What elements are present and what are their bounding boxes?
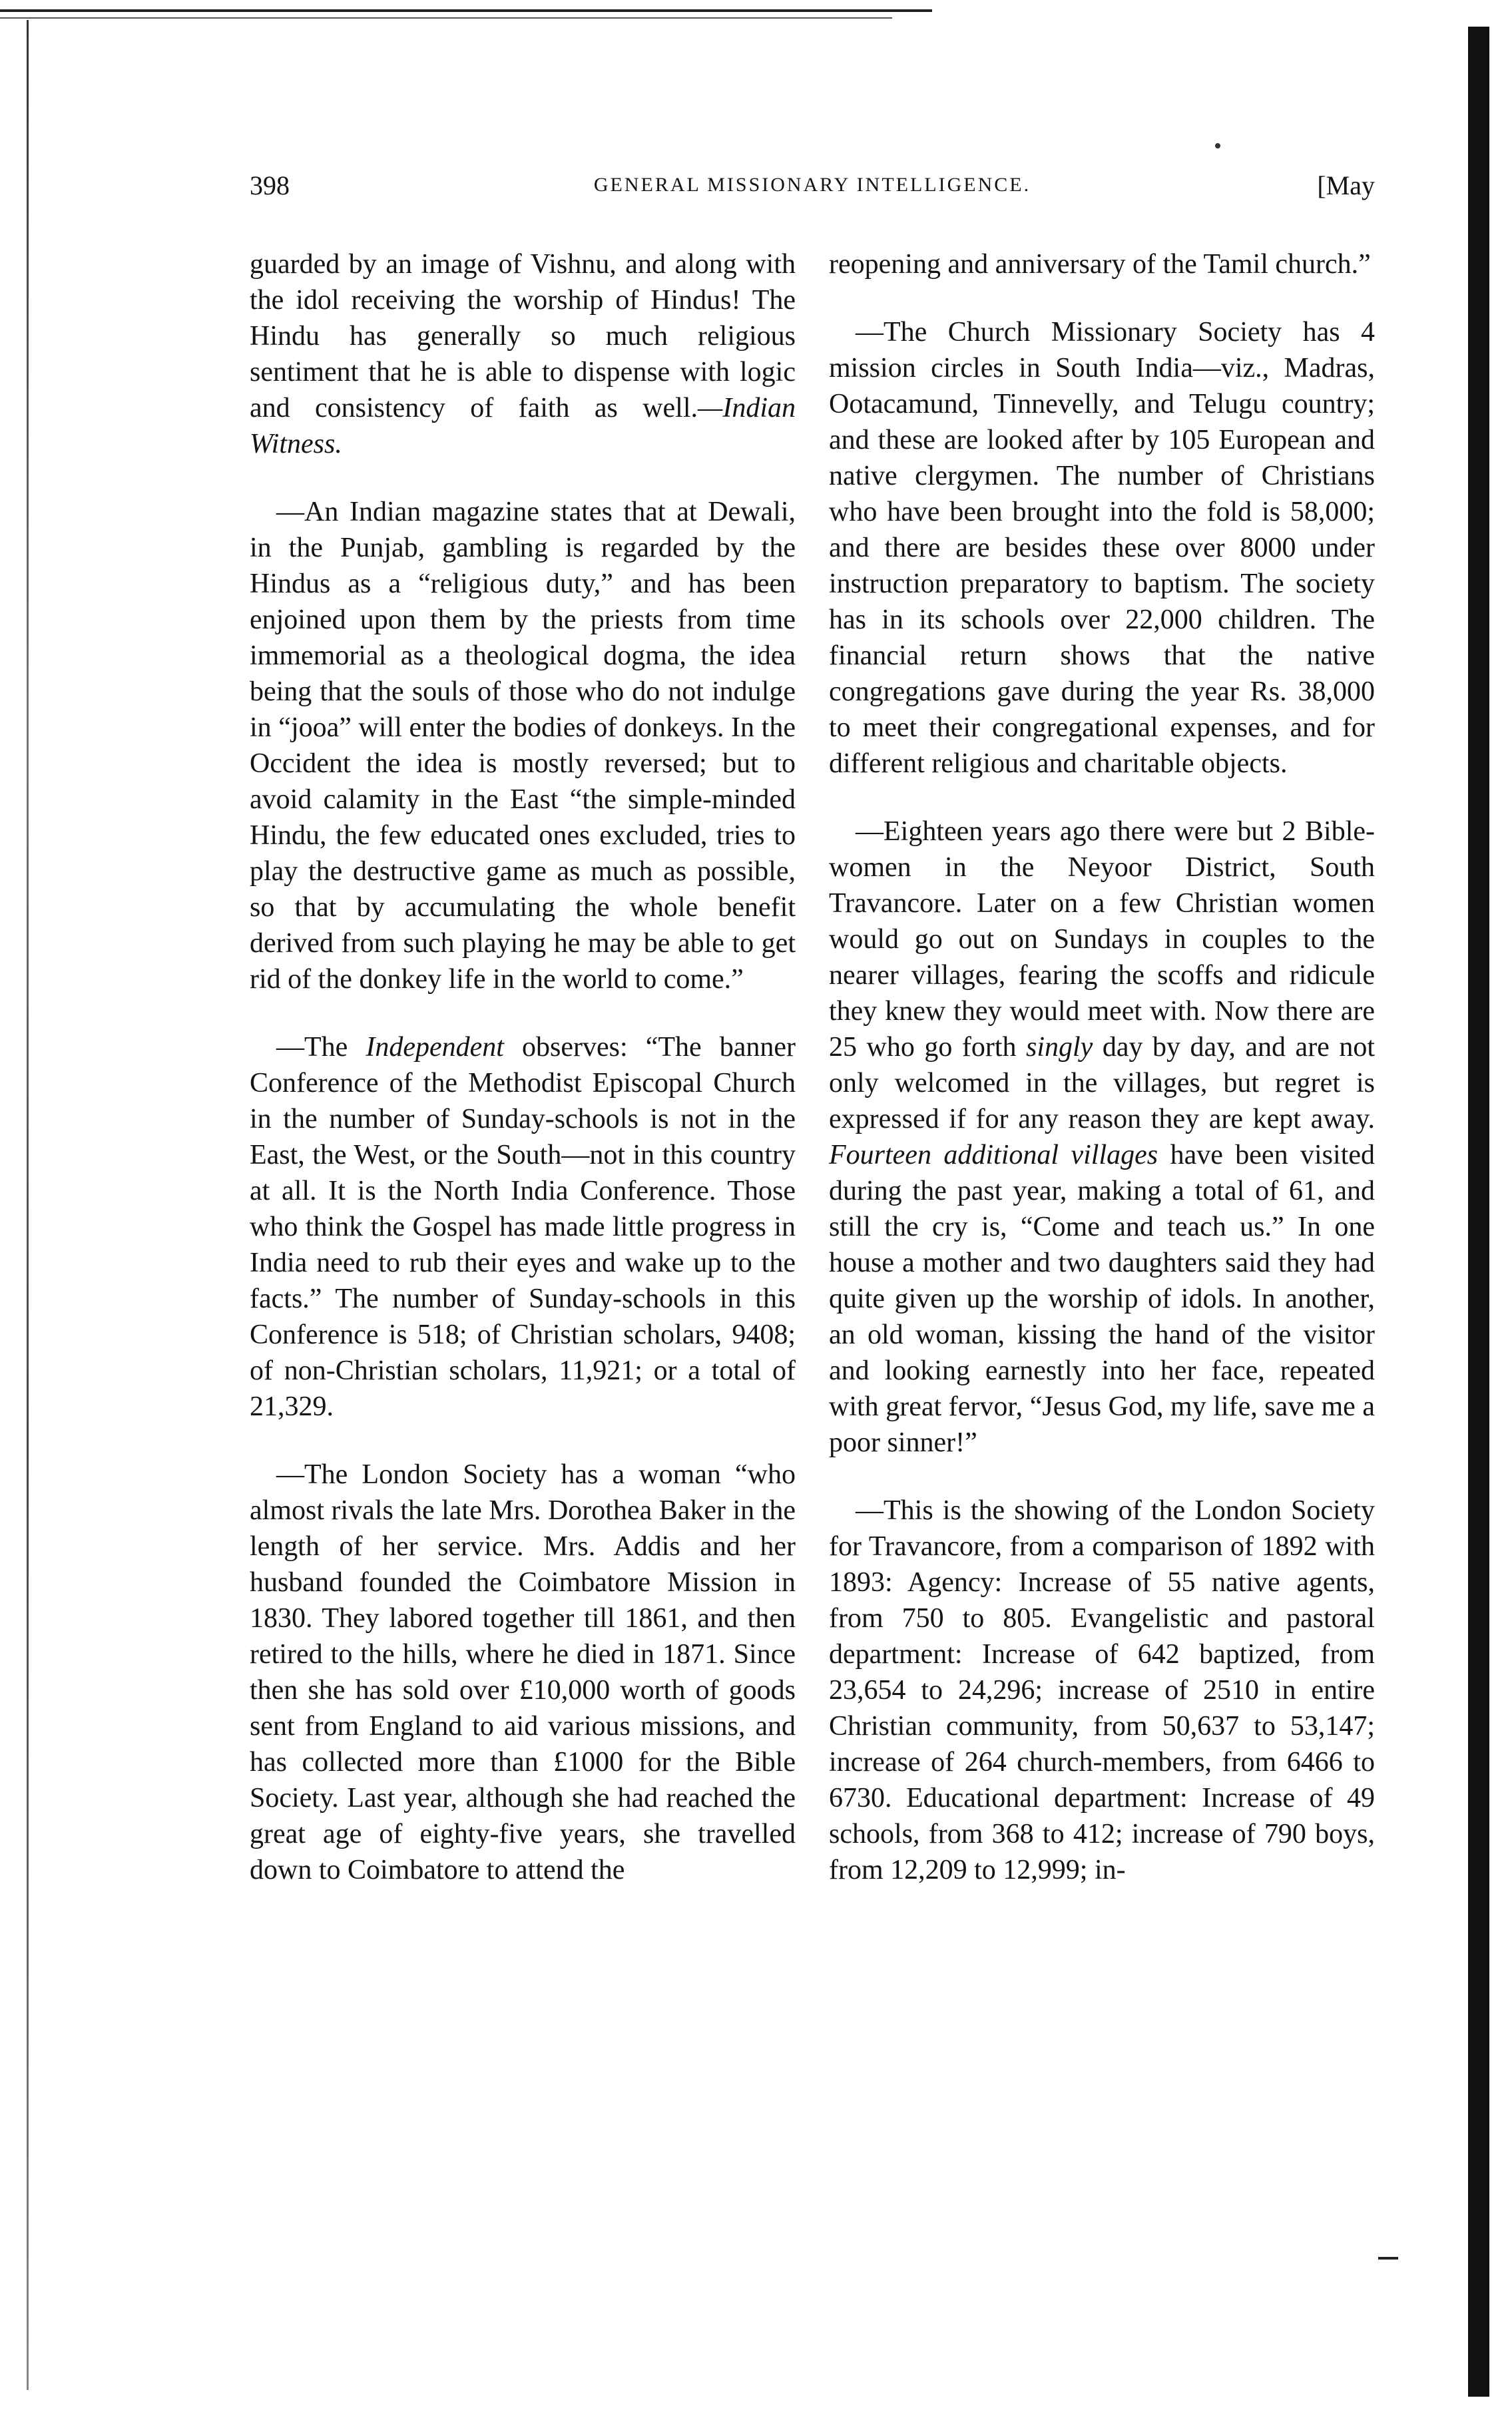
scan-border-left <box>27 20 29 2390</box>
scan-border-top <box>0 9 932 12</box>
source-citation: —Indian Witness. <box>250 393 796 459</box>
paragraph-text: day by day, and are not only welcomed in the villages, but regret is expressed if for any reason they are kept away. <box>829 1032 1375 1134</box>
paragraph-independent-sunday-schools <box>250 1029 796 1425</box>
issue-month: [May <box>1317 170 1375 200</box>
source-citation: Independent <box>366 1032 504 1063</box>
running-head <box>250 170 1375 210</box>
paragraph-tamil-church: reopening and anniversary of the Tamil church.” <box>829 249 1371 280</box>
scan-border-top-thin <box>0 17 892 19</box>
paragraph-travancore-statistics: —This is the showing of the London Society for Travancore, from a comparison of 1892 with 1893: Agency: Increase of 55 native agents, from 750 to 805. Evangelistic and pastoral department: Increase of 642 baptized, from 23,654 to 24,296; increase of 2510 in entire Christian community, from 50,637 to 53,147; increase of 264 church-members, from 6466 to 6730. Educational department: Increase of 49 schools, from 368 to 412; increase of 790 boys, from 12,209 to 12,999; in- <box>829 1495 1375 1885</box>
paragraph-london-society-mrs-addis: —The London Society has a woman “who almost rivals the late Mrs. Dorothea Baker in the length of her service. Mrs. Addis and her husband founded the Coimbatore Mission in 1830. They labored together till 1861, and then retired to the hills, where he died in 1871. Since then she has sold over £10,000 worth of goods sent from England to aid various missions, and has collected more than £1000 for the Bible Society. Last year, although she had reached the great age of eighty-five years, she travelled down to Coimbatore to attend the <box>250 1459 796 1885</box>
scan-speck <box>1215 143 1220 148</box>
paragraph-text: —The <box>276 1032 366 1063</box>
scan-border-right <box>1468 27 1489 2397</box>
scan-mark <box>1378 2257 1398 2260</box>
journal-title: GENERAL MISSIONARY INTELLIGENCE. <box>593 174 1031 196</box>
paragraph-text: observes: “The banner Conference of the Methodist Episcopal Church in the number of Sunday-schools is not in the East, the West, or the South—not in this country at all. It is the North India Conference. Those who think the Gospel has made little progress in India need to rub their eyes and wake up to the facts.” The number of Sunday-schools in this Conference is 518; of Christian scholars, 9408; of non-Christian scholars, 11,921; or a total of 21,329. <box>250 1032 796 1422</box>
paragraph-vishnu <box>250 246 796 462</box>
right-column <box>829 246 1375 1920</box>
paragraph-neyoor-bible-women <box>829 814 1375 1461</box>
left-column <box>250 246 796 1920</box>
paragraph-church-missionary-society: —The Church Missionary Society has 4 mission circles in South India—viz., Madras, Ootacamund, Tinnevelly, and Telugu country; and these are looked after by 105 European and native clergymen. The number of Christians who have been brought into the fold is 58,000; and there are besides these over 8000 under instruction preparatory to baptism. The society has in its schools over 22,000 children. The financial return shows that the native congregations gave during the year Rs. 38,000 to meet their congregational expenses, and for different religious and charitable objects. <box>829 317 1375 779</box>
paragraph-text: —Eighteen years ago there were but 2 Bible-women in the Neyoor District, South Travancore. Later on a few Christian women would go out on Sundays in couples to the nearer villages, fearing the scoffs and ridicule they knew they would meet with. Now there are 25 who go forth <box>829 816 1375 1063</box>
paragraph-text: have been visited during the past year, making a total of 61, and still the cry is, “Come and teach us.” In one house a mother and two daughters said they had quite given up the worship of idols. In another, an old woman, kissing the hand of the visitor and looking earnestly into her face, repeated with great fervor, “Jesus God, my life, save me a poor sinner!” <box>829 1140 1376 1458</box>
emphasis: Fourteen additional villages <box>829 1140 1158 1170</box>
paragraph-dewali-gambling: —An Indian magazine states that at Dewali, in the Punjab, gambling is regarded by the Hindus as a “religious duty,” and has been enjoined upon them by the priests from time immemorial as a theological dogma, the idea being that the souls of those who do not indulge in “jooa” will enter the bodies of donkeys. In the Occident the idea is mostly reversed; but to avoid calamity in the East “the simple-minded Hindu, the few educated ones excluded, tries to play the destructive game as much as possible, so that by accumulating the whole benefit derived from such playing he may be able to get rid of the donkey life in the world to come.” <box>250 497 796 995</box>
emphasis: singly <box>1026 1032 1093 1063</box>
paragraph-text: guarded by an image of Vishnu, and along with the idol receiving the worship of Hindus! The Hindu has generally so much religious sentiment that he is able to dispense with logic and consistency of faith as well. <box>250 249 796 423</box>
page-number: 398 <box>250 170 290 200</box>
